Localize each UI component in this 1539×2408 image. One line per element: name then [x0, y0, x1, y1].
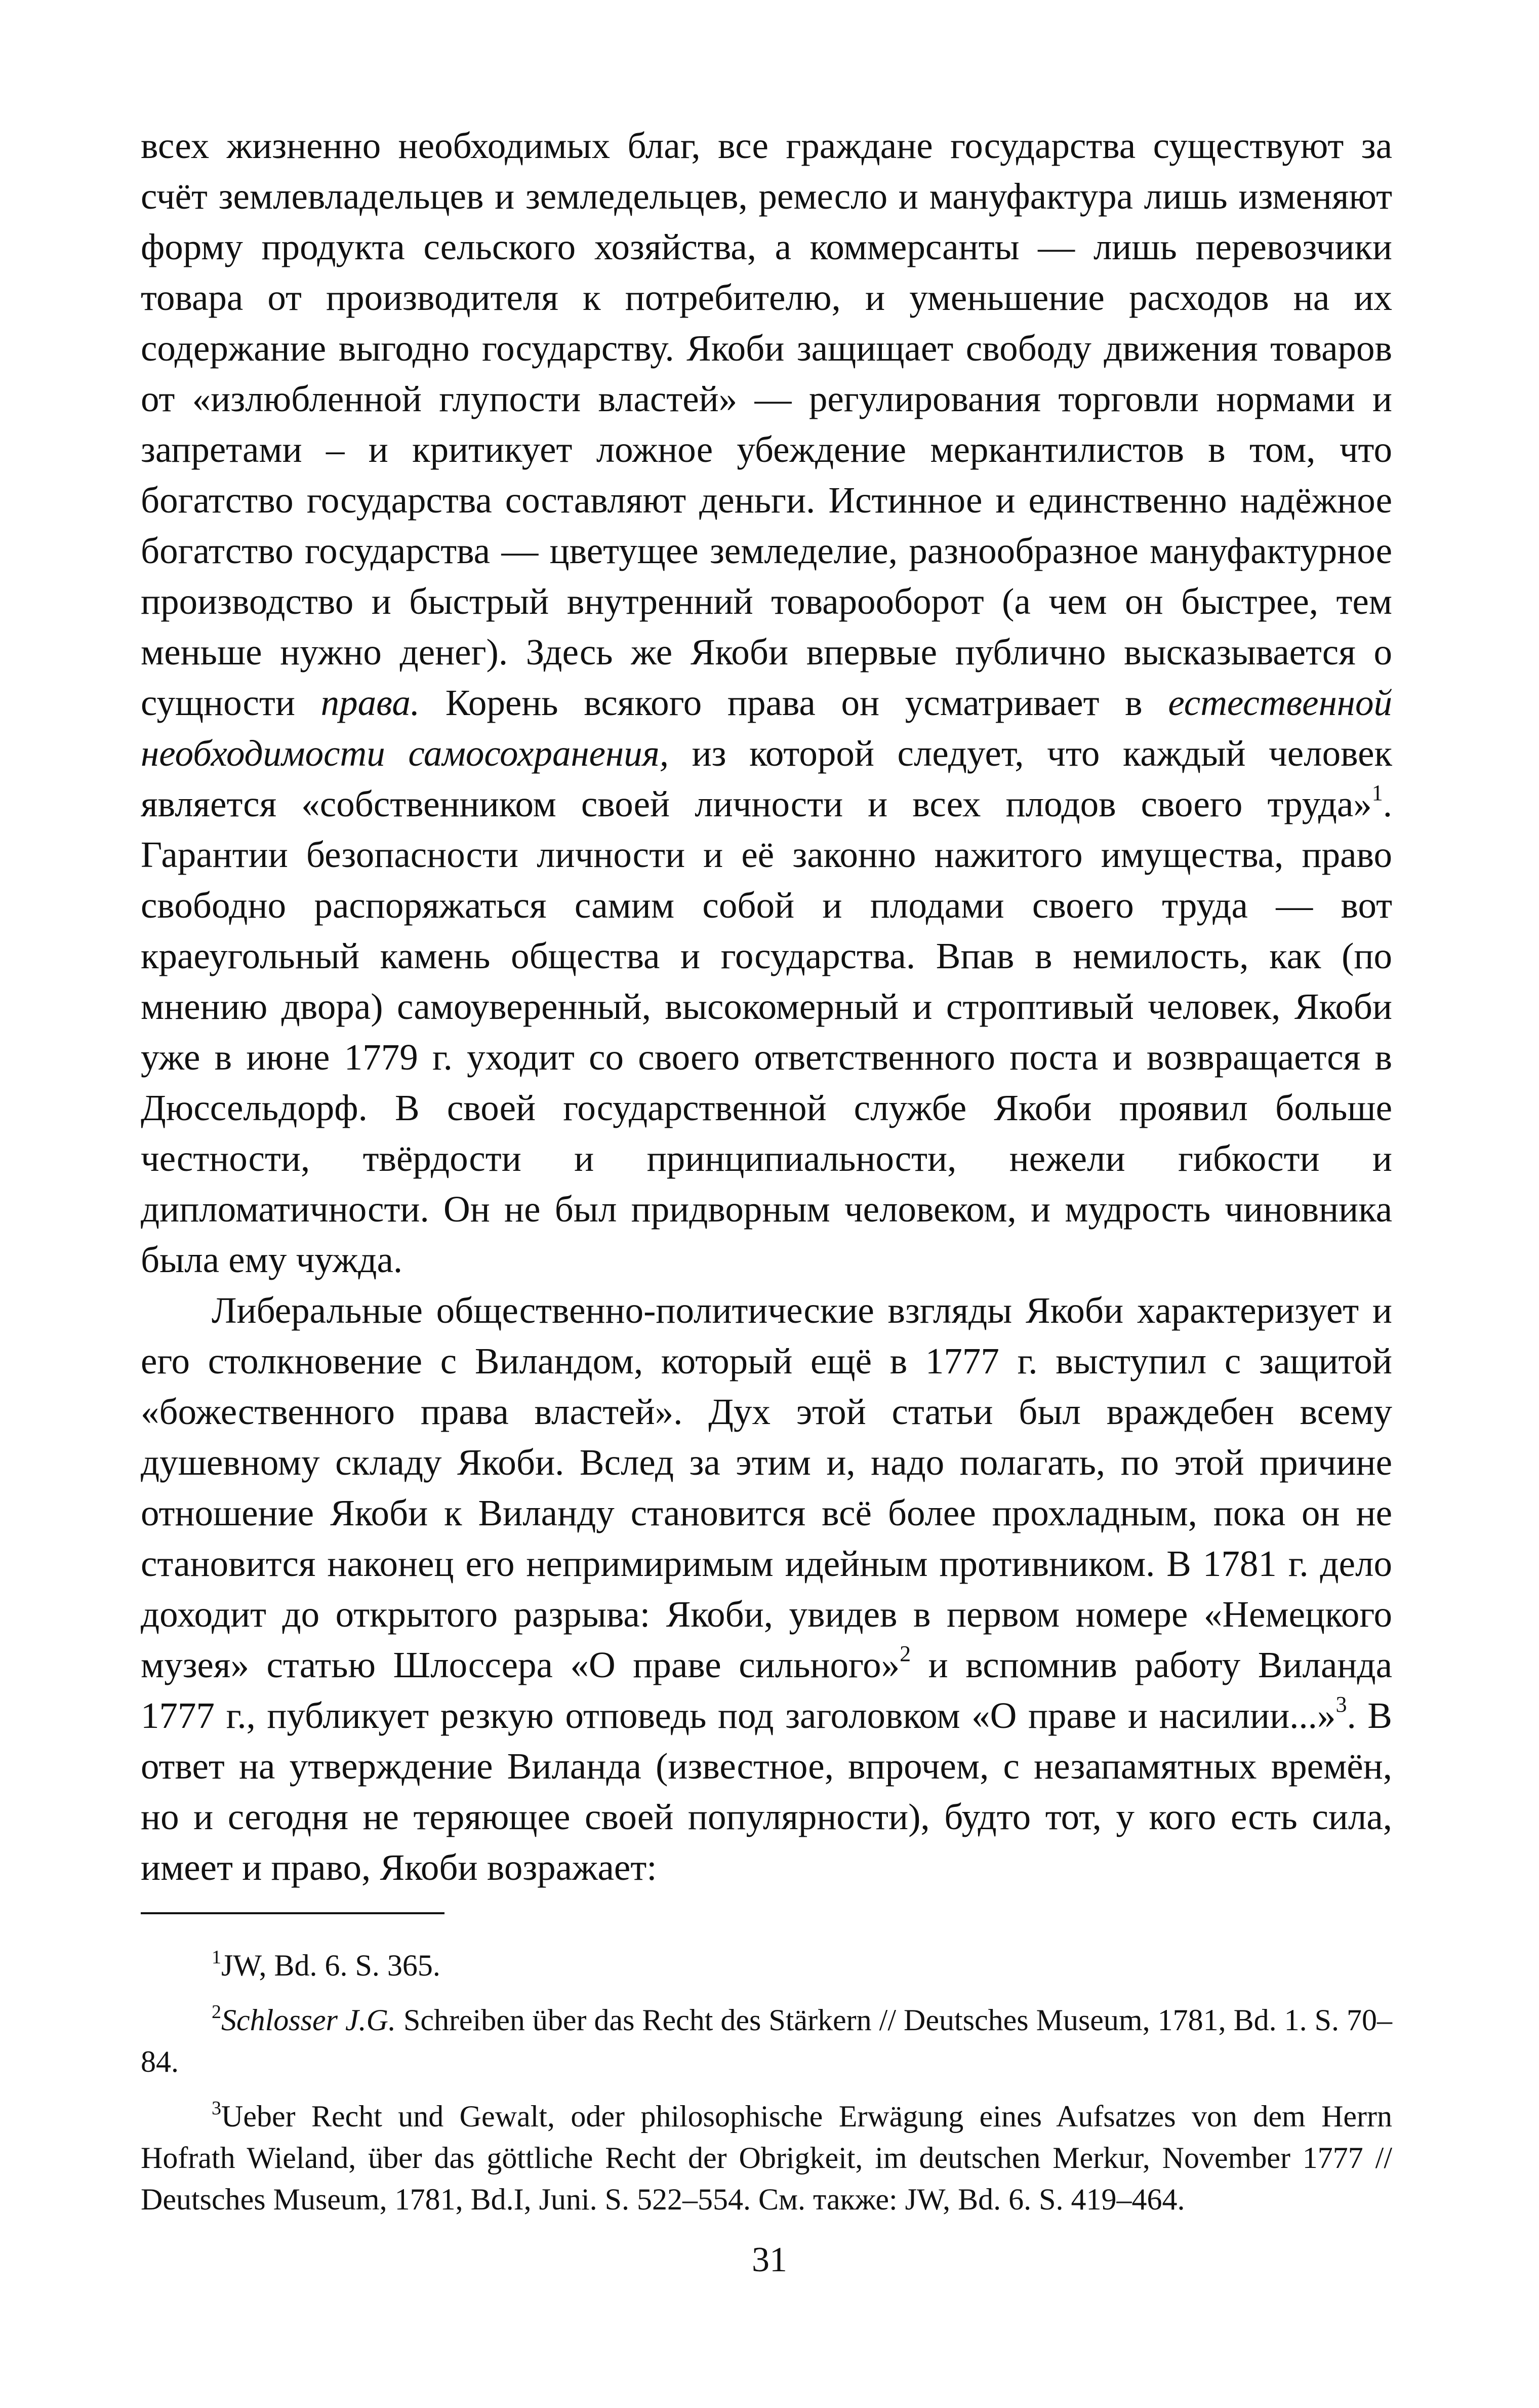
- text-run: и вспомнив работу Виланда 1777 г., публикует резкую отповедь под заголовком «О праве и насилии...»: [141, 1644, 1392, 1736]
- italic-text: естественной необходимости самосохранения,: [141, 682, 1392, 774]
- book-page: [141, 121, 1392, 2233]
- footnote-number: 3: [212, 2098, 221, 2119]
- text-run: . В ответ на утверждение Виланда (известное, впрочем, с незапамятных времён, но и сегодня не теряющее своей популярности), будто тот, у кого есть сила, имеет и право, Якоби возражает:: [141, 1695, 1392, 1888]
- footnote-reference: 2: [900, 1641, 911, 1666]
- text-run: Ueber Recht und Gewalt, oder philosophische Erwägung eines Aufsatzes von dem Herrn Hofrath Wieland, über das göttliche Recht der Obrigkeit, im deutschen Merkur, November 1777 // Deutsches Museum, 1781, Bd.I, Juni. S. 522–554. См. также: JW, Bd. 6. S. 419–464.: [141, 2100, 1392, 2216]
- footnote-reference: 3: [1335, 1692, 1347, 1717]
- text-run: Корень всякого права он усматривает в: [420, 682, 1168, 723]
- footnote-1: [141, 1945, 1392, 1986]
- footnotes: [141, 1945, 1392, 2220]
- text-run: . Гарантии безопасности личности и её законно нажитого имущества, право свободно распоряжаться самим собой и плодами своего труда — вот краеугольный камень общества и государства. Впав в немилость, как (по мнению двора) самоуверенный, высокомерный и строптивый человек, Якоби уже в июне 1779 г. уходит со своего ответственного поста и возвращается в Дюссельдорф. В своей государственной службе Якоби проявил больше честности, твёрдости и принципиальности, нежели гибкости и дипломатичности. Он не был придворным человеком, и мудрость чиновника была ему чужда.: [141, 783, 1392, 1280]
- footnote-number: 1: [212, 1947, 221, 1968]
- paragraph-2: [141, 1285, 1392, 1893]
- italic-text: Schlosser J.G.: [221, 2003, 396, 2037]
- footnote-3: [141, 2096, 1392, 2220]
- footnote-number: 2: [212, 2001, 221, 2023]
- footnote-reference: 1: [1371, 780, 1383, 805]
- body-text: [141, 121, 1392, 1893]
- footnote-separator: [141, 1912, 444, 1914]
- italic-text: права.: [320, 682, 420, 723]
- paragraph-1: [141, 121, 1392, 1285]
- text-run: Schreiben über das Recht des Stärkern // Deutsches Museum, 1781, Bd. 1. S. 70–84.: [141, 2003, 1392, 2078]
- text-run: Либеральные общественно-политические взгляды Якоби характеризует и его столкновение с Виландом, который ещё в 1777 г. выступил с защитой «божественного права властей». Дух этой статьи был враждебен всему душевному складу Якоби. Вслед за этим и, надо полагать, по этой причине отношение Якоби к Виланду становится всё более прохладным, пока он не становится наконец его непримиримым идейным противником. В 1781 г. дело доходит до открытого разрыва: Якоби, увидев в первом номере «Немецкого музея» статью Шлоссера «О праве сильного»: [141, 1290, 1392, 1685]
- text-run: всех жизненно необходимых благ, все граждане государства существуют за счёт землевладельцев и земледельцев, ремесло и мануфактура лишь изменяют форму продукта сельского хозяйства, а коммерсанты — лишь перевозчики товара от производителя к потребителю, и уменьшение расходов на их содержание выгодно государству. Якоби защищает свободу движения товаров от «излюбленной глупости властей» — регулирования торговли нормами и запретами – и критикует ложное убеждение меркантилистов в том, что богатство государства составляют деньги. Истинное и единственно надёжное богатство государства — цветущее земледелие, разнообразное мануфактурное производство и быстрый внутренний товарооборот (а чем он быстрее, тем меньше нужно денег). Здесь же Якоби впервые публично высказывается о сущности: [141, 125, 1392, 723]
- text-run: JW, Bd. 6. S. 365.: [221, 1949, 440, 1982]
- footnote-2: [141, 1999, 1392, 2082]
- text-run: из которой следует, что каждый человек является «собственником своей личности и всех плодов своего труда»: [141, 733, 1392, 824]
- page-number: 31: [752, 2240, 787, 2279]
